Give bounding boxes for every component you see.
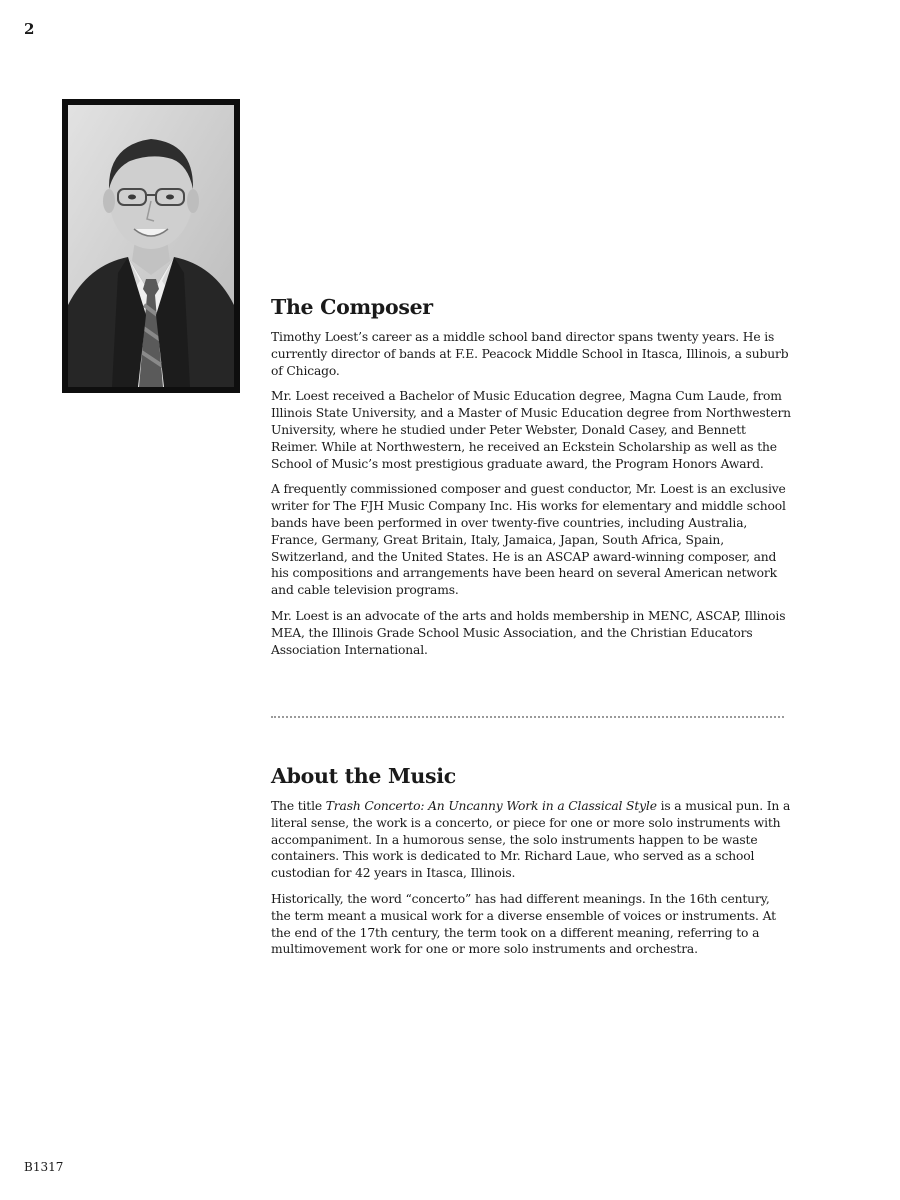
music-paragraph-1 [271, 798, 791, 882]
composer-heading: The Composer [271, 295, 433, 319]
music-p1-after: is a musical pun. In a literal sense, the work is a concerto, or piece for one or more solo instruments with accompaniment. In a humorous sense, the solo instruments happen to be waste containers. This work is dedicated to Mr. Richard Laue, who served as a school custodian for 42 years in Itasca, Illinois. [271, 799, 791, 881]
composer-photo [62, 99, 240, 393]
music-heading: About the Music [271, 764, 456, 788]
composer-section [271, 293, 791, 667]
work-title: Trash Concerto: An Uncanny Work in a Classical Style [325, 799, 657, 813]
composer-paragraph-3: A frequently commissioned composer and guest conductor, Mr. Loest is an exclusive writer for The FJH Music Company Inc. His works for elementary and middle school bands have been performed in over twenty-five countries, including Australia, France, Germany, Great Britain, Italy, Jamaica, Japan, South Africa, Spain, Switzerland, and the United States. He is an ASCAP award-winning composer, and his compositions and arrangements have been heard on several American network and cable television programs. [271, 482, 786, 598]
page-number: 2 [24, 20, 35, 38]
composer-paragraph-1: Timothy Loest’s career as a middle school band director spans twenty years. He is currently director of bands at F.E. Peacock Middle School in Itasca, Illinois, a suburb of Chicago. [271, 330, 789, 378]
composer-paragraph-2: Mr. Loest received a Bachelor of Music Education degree, Magna Cum Laude, from Illinois State University, and a Master of Music Education degree from Northwestern University, where he studied under Peter Webster, Donald Casey, and Bennett Reimer. While at Northwestern, he received an Eckstein Scholarship as well as the School of Music’s most prestigious graduate award, the Program Honors Award. [271, 389, 791, 471]
portrait-image [68, 105, 234, 387]
music-section [271, 762, 791, 967]
music-paragraph-2: Historically, the word “concerto” has had different meanings. In the 16th century, the term meant a musical work for a diverse ensemble of voices or instruments. At the end of the 17th century, the term took on a different meaning, referring to a multimovement work for one or more solo instruments and orchestra. [271, 891, 776, 957]
catalog-code: B1317 [24, 1160, 64, 1174]
section-divider [271, 716, 784, 718]
composer-paragraph-4: Mr. Loest is an advocate of the arts and holds membership in MENC, ASCAP, Illinois MEA, the Illinois Grade School Music Association, and the Christian Educators Association International. [271, 608, 786, 657]
music-p1-before: The title [271, 799, 326, 813]
